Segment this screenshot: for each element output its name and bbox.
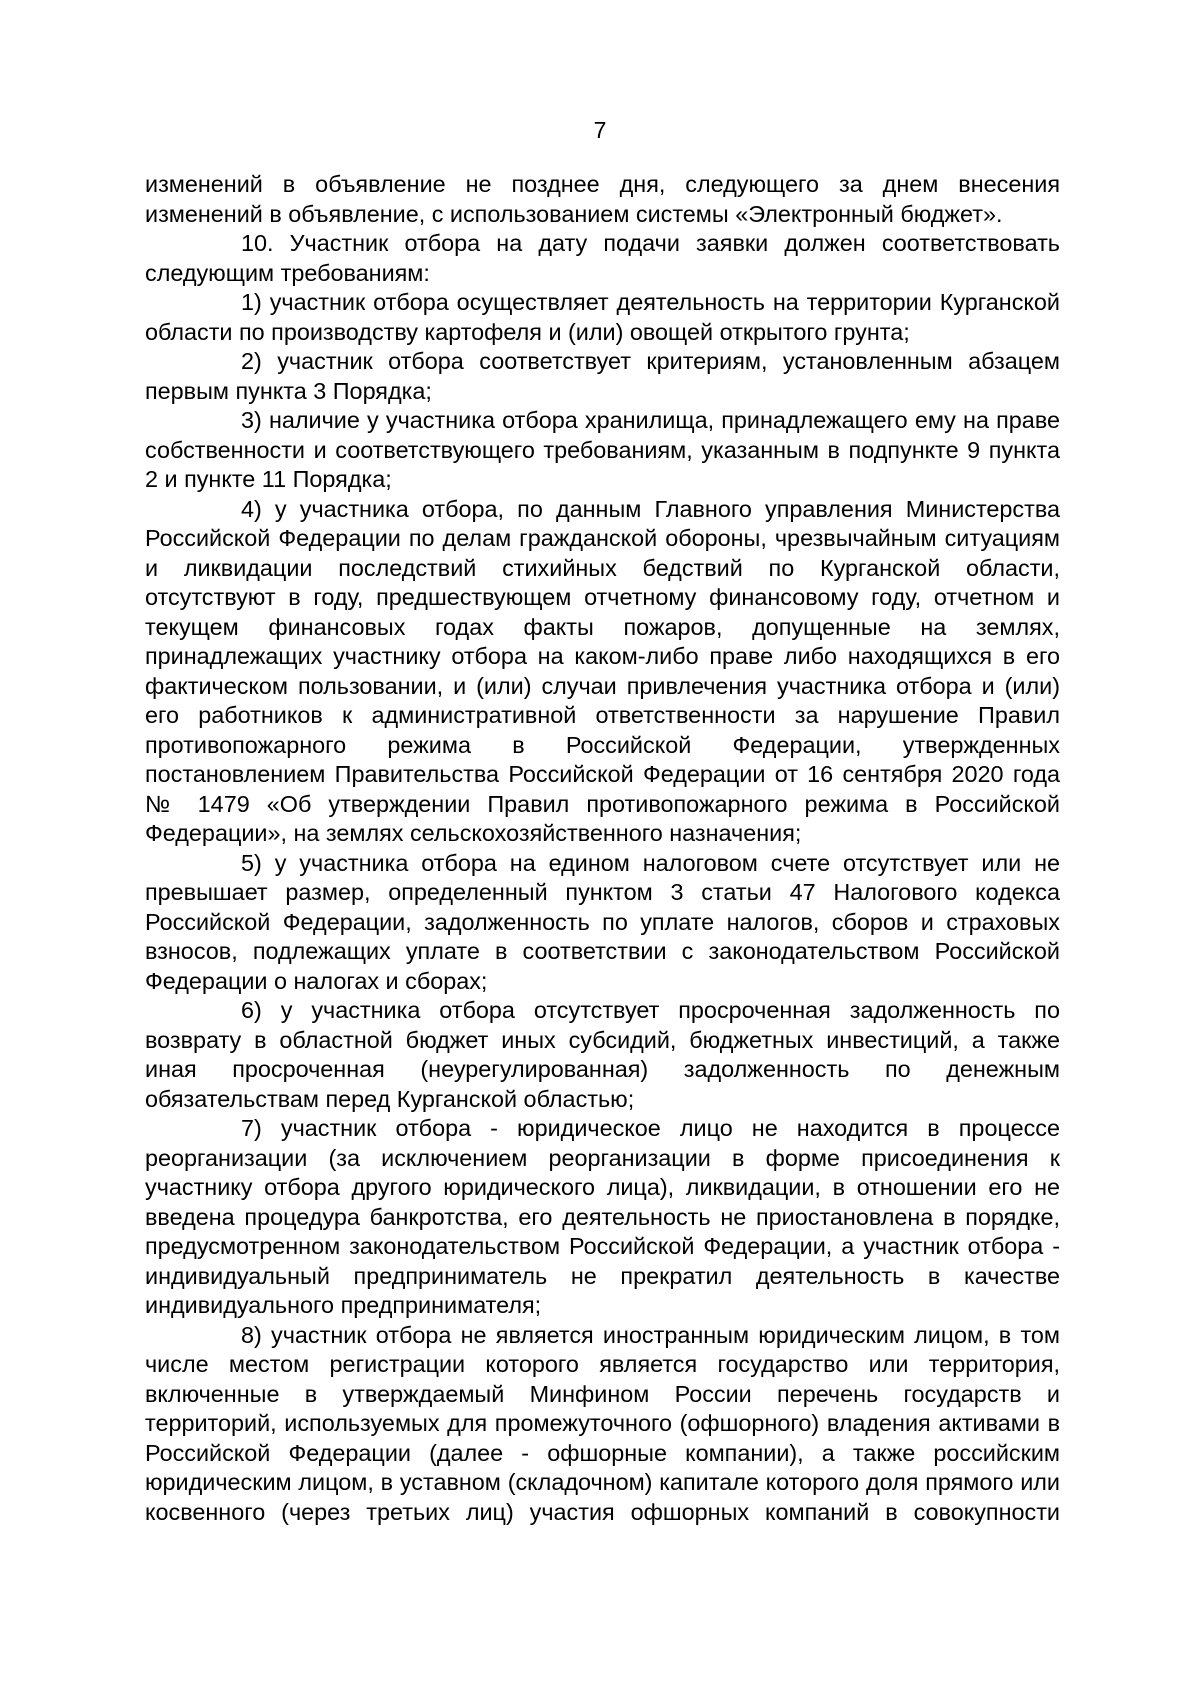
- page-number: 7: [593, 117, 607, 143]
- paragraph-continuation: изменений в объявление не позднее дня, следующего за днем внесения изменений в объявление, с использованием системы «Электронный бюджет».: [145, 171, 1060, 227]
- paragraph-item-1: 1) участник отбора осуществляет деятельность на территории Курганской области по производству картофеля и (или) овощей открытого грунта;: [145, 289, 1060, 345]
- paragraph-item-2: 2) участник отбора соответствует критериям, установленным абзацем первым пункта 3 Порядка;: [145, 348, 1060, 404]
- paragraph-item-7: 7) участник отбора - юридическое лицо не находится в процессе реорганизации (за исключением реорганизации в форме присоединения к участнику отбора другого юридического лица), ликвидации, в отношении его не введена процедура банкротства, его деятельность не приостановлена в порядке, предусмотренном законодательством Российской Федерации, а участник отбора - индивидуальный предприниматель не прекратил деятельность в качестве индивидуального предпринимателя;: [145, 1115, 1060, 1318]
- paragraph-item-6: 6) у участника отбора отсутствует просроченная задолженность по возврату в областной бюджет иных субсидий, бюджетных инвестиций, а также иная просроченная (неурегулированная) задолженность по денежным обязательствам перед Курганской областью;: [145, 997, 1060, 1112]
- paragraph-item-3: 3) наличие у участника отбора хранилища, принадлежащего ему на праве собственности и соответствующего требованиям, указанным в подпункте 9 пункта 2 и пункте 11 Порядка;: [145, 407, 1060, 492]
- paragraph-clause-10: 10. Участник отбора на дату подачи заявки должен соответствовать следующим требованиям:: [145, 230, 1060, 286]
- document-body: [145, 170, 1060, 1527]
- paragraph-item-4: 4) у участника отбора, по данным Главного управления Министерства Российской Федерации по делам гражданской обороны, чрезвычайным ситуациям и ликвидации последствий стихийных бедствий по Курганской области, отсутствуют в году, предшествующем отчетному финансовому году, отчетном и текущем финансовых годах факты пожаров, допущенные на землях, принадлежащих участнику отбора на каком-либо праве либо находящихся в его фактическом пользовании, и (или) случаи привлечения участника отбора и (или) его работников к административной ответственности за нарушение Правил противопожарного режима в Российской Федерации, утвержденных постановлением Правительства Российской Федерации от 16 сентября 2020 года № 1479 «Об утверждении Правил противопожарного режима в Российской Федерации», на землях сельскохозяйственного назначения;: [145, 495, 1060, 846]
- paragraph-item-5: 5) у участника отбора на едином налоговом счете отсутствует или не превышает размер, определенный пунктом 3 статьи 47 Налогового кодекса Российской Федерации, задолженность по уплате налогов, сборов и страховых взносов, подлежащих уплате в соответствии с законодательством Российской Федерации о налогах и сборах;: [145, 849, 1060, 994]
- paragraph-item-8: 8) участник отбора не является иностранным юридическим лицом, в том числе местом регистрации которого является государство или территория, включенные в утверждаемый Минфином России перечень государств и территорий, используемых для промежуточного (офшорного) владения активами в Российской Федерации (далее - офшорные компании), а также российским юридическим лицом, в уставном (складочном) капитале которого доля прямого или косвенного (через третьих лиц) участия офшорных компаний в совокупности: [145, 1321, 1060, 1525]
